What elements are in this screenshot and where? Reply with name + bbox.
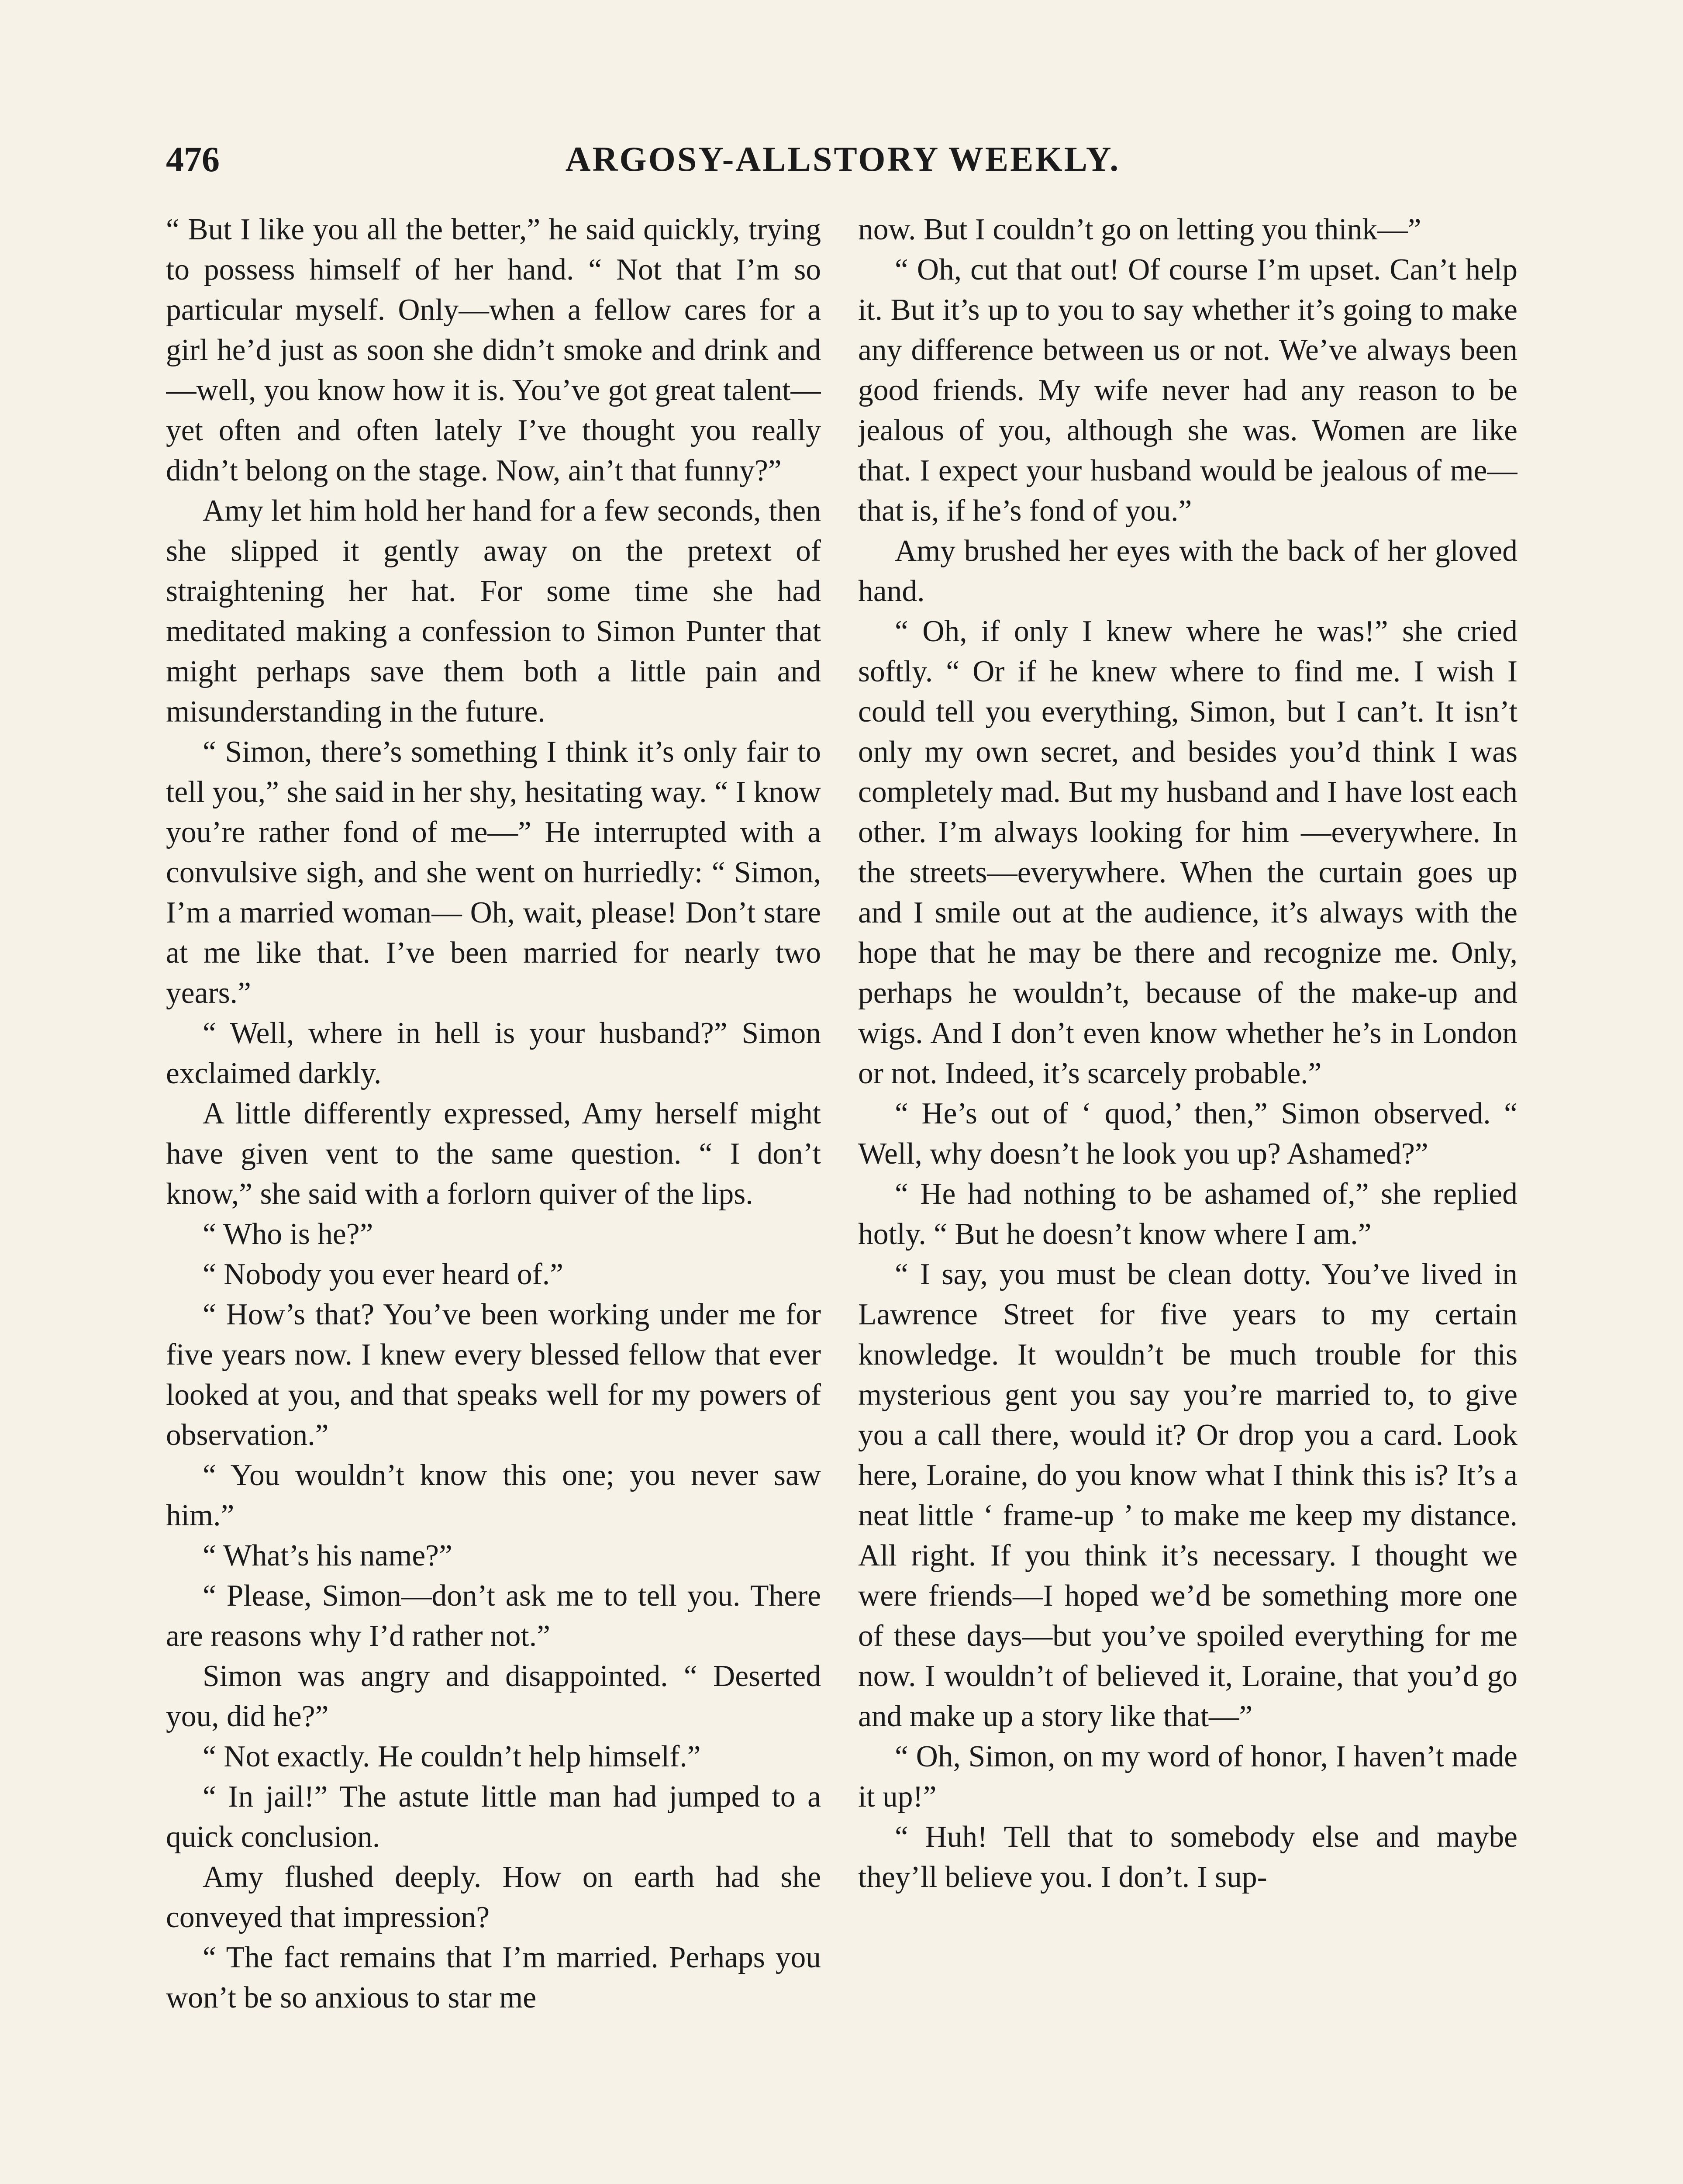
paragraph: “ I say, you must be clean dotty. You’ve lived in Lawrence Street for five years to my certain knowledge. It wouldn’t be much trouble for this mysterious gent you say you’re married to, to give you a call there, would it? Or drop you a card. Look here, Loraine, do you know what I think this is? It’s a neat little ‘ frame-up ’ to make me keep my distance. All right. If you think it’s necessary. I thought we were friends—I hoped we’d be something more one of these days—but you’ve spoiled everything for me now. I wouldn’t of believed it, Loraine, that you’d go and make up a story like that—” [858, 1258, 1517, 1733]
paragraph: Amy let him hold her hand for a few seconds, then she slipped it gently away on the pretext of straightening her hat. For some time she had meditated making a confession to Simon Punter that might perhaps save them both a little pain and misunderstanding in the future. [166, 494, 821, 729]
paragraph: Amy brushed her eyes with the back of her gloved hand. [858, 534, 1517, 608]
paragraph: “ The fact remains that I’m married. Perhaps you won’t be so anxious to star me [166, 1941, 821, 2015]
paragraph: “ Oh, cut that out! Of course I’m upset. Can’t help it. But it’s up to you to say whether it’s going to make any difference between us or not. We’ve always been good friends. My wife never had any reason to be jealous of you, although she was. Women are like that. I expect your husband would be jealous of me—that is, if he’s fond of you.” [858, 253, 1517, 528]
paragraph: Amy flushed deeply. How on earth had she conveyed that impression? [166, 1860, 821, 1934]
page-number: 476 [166, 139, 220, 179]
paragraph: “ Nobody you ever heard of.” [203, 1258, 563, 1291]
paragraph: “ He had nothing to be ashamed of,” she replied hotly. “ But he doesn’t know where I am.” [858, 1177, 1517, 1251]
paragraph: “ Well, where in hell is your husband?” Simon exclaimed darkly. [166, 1016, 821, 1090]
paragraph: A little differently expressed, Amy herself might have given vent to the same question. “ I don’t know,” she said with a forlorn quiver of the lips. [166, 1097, 821, 1211]
paragraph: now. But I couldn’t go on letting you think—” [858, 213, 1421, 246]
paragraph: “ But I like you all the better,” he said quickly, trying to possess himself of her hand. “ Not that I’m so particular myself. Only—when a fellow cares for a girl he’d just as soon she didn’t smoke and drink and—well, you know how it is. You’ve got great talent—yet often and often lately I’ve thought you really didn’t belong on the stage. Now, ain’t that funny?” [166, 213, 821, 487]
paragraph: “ In jail!” The astute little man had jumped to a quick conclusion. [166, 1780, 821, 1854]
paragraph: “ He’s out of ‘ quod,’ then,” Simon observed. “ Well, why doesn’t he look you up? Ashamed?” [858, 1097, 1517, 1171]
paragraph: “ What’s his name?” [203, 1539, 452, 1572]
paragraph: “ Oh, if only I knew where he was!” she cried softly. “ Or if he knew where to find me. I wish I could tell you everything, Simon, but I can’t. It isn’t only my own secret, and besides you’d think I was completely mad. But my husband and I have lost each other. I’m always looking for him —everywhere. In the streets—everywhere. When the curtain goes up and I smile out at the audience, it’s always with the hope that he may be there and recognize me. Only, perhaps he wouldn’t, because of the make-up and wigs. And I don’t even know whether he’s in London or not. Indeed, it’s scarcely probable.” [858, 615, 1517, 1090]
page-header [166, 131, 1520, 188]
paragraph: “ Oh, Simon, on my word of honor, I haven’t made it up!” [858, 1740, 1517, 1814]
paragraph: “ Please, Simon—don’t ask me to tell you. There are reasons why I’d rather not.” [166, 1579, 821, 1653]
paragraph: “ Not exactly. He couldn’t help himself.” [203, 1740, 701, 1773]
running-head: ARGOSY-ALLSTORY WEEKLY. [565, 140, 1121, 179]
left-column [166, 210, 821, 2184]
paragraph: “ Simon, there’s something I think it’s only fair to tell you,” she said in her shy, hesitating way. “ I know you’re rather fond of me—” He interrupted with a convulsive sigh, and she went on hurriedly: “ Simon, I’m a married woman— Oh, wait, please! Don’t stare at me like that. I’ve been married for nearly two years.” [166, 735, 821, 1010]
paragraph: “ Huh! Tell that to somebody else and maybe they’ll believe you. I don’t. I sup- [858, 1820, 1517, 1894]
paragraph: “ How’s that? You’ve been working under me for five years now. I knew every blessed fellow that ever looked at you, and that speaks well for my powers of observation.” [166, 1298, 821, 1452]
right-column [858, 210, 1517, 2184]
paragraph: “ Who is he?” [203, 1217, 373, 1251]
paragraph: “ You wouldn’t know this one; you never saw him.” [166, 1458, 821, 1532]
paragraph: Simon was angry and disappointed. “ Deserted you, did he?” [166, 1659, 821, 1733]
